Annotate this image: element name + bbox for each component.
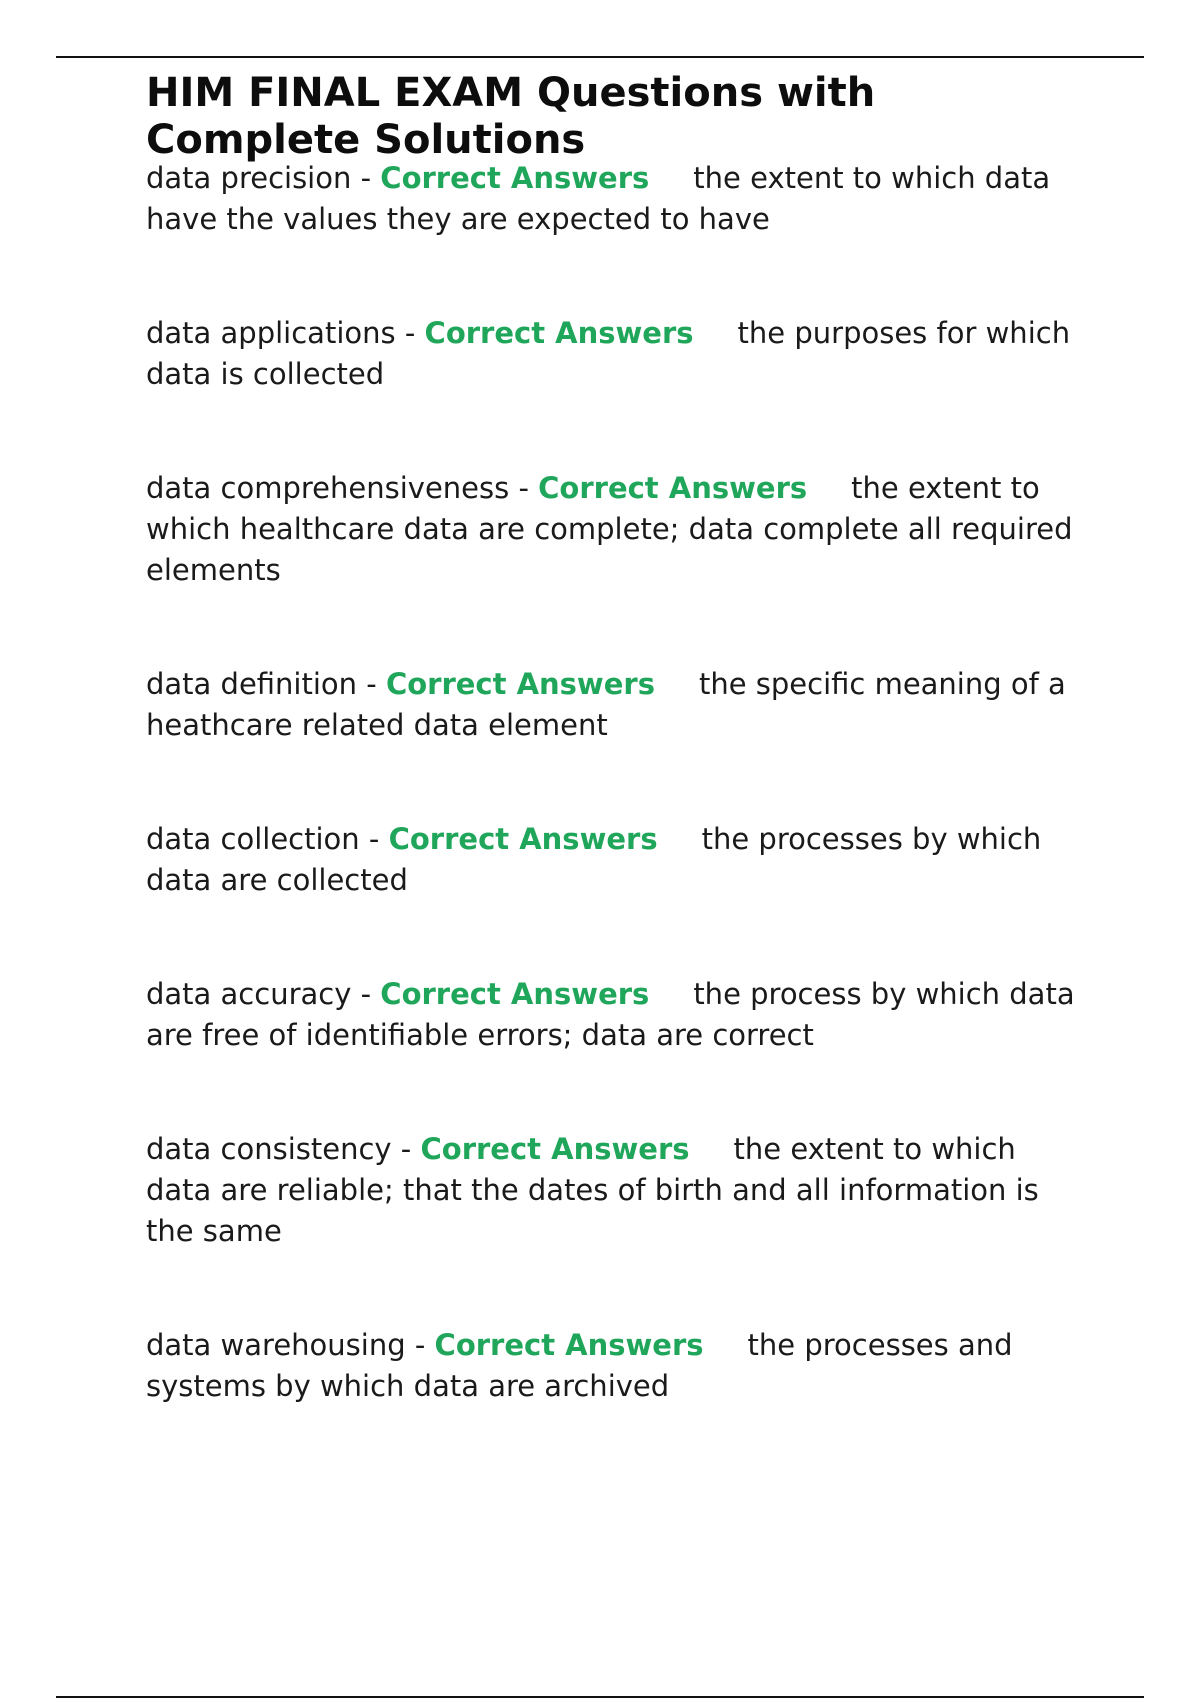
qa-entry (146, 468, 1086, 591)
entry-separator: - (357, 667, 386, 701)
qa-entry (146, 664, 1086, 746)
entry-definition: the extent to which data are reliable; that the dates of birth and all information is the same (146, 1132, 1039, 1248)
qa-entry (146, 1129, 1086, 1252)
entry-term: data warehousing (146, 1328, 406, 1362)
correct-answers-label: Correct Answers (385, 667, 655, 701)
entry-definition: the purposes for which data is collected (146, 316, 1071, 391)
document-body (146, 70, 1086, 1407)
correct-answers-label: Correct Answers (538, 471, 808, 505)
correct-answers-label: Correct Answers (424, 316, 694, 350)
qa-entry (146, 1325, 1086, 1407)
entry-definition: the extent to which data have the values they are expected to have (146, 161, 1051, 236)
entry-term: data applications (146, 316, 396, 350)
correct-answers-label: Correct Answers (388, 822, 658, 856)
entry-definition: the process by which data are free of identifiable errors; data are correct (146, 977, 1075, 1052)
entry-separator: - (405, 1328, 435, 1362)
entry-term: data accuracy (146, 977, 352, 1011)
top-rule (56, 56, 1144, 58)
entry-separator: - (351, 161, 381, 195)
correct-answers-label: Correct Answers (420, 1132, 690, 1166)
entry-separator: - (509, 471, 539, 505)
entry-separator: - (395, 316, 425, 350)
qa-list (146, 158, 1086, 1407)
entry-separator: - (391, 1132, 421, 1166)
qa-entry (146, 158, 1086, 240)
entry-definition: the processes and systems by which data are archived (146, 1328, 1013, 1403)
bottom-rule (56, 1696, 1144, 1698)
qa-entry (146, 313, 1086, 395)
entry-separator: - (351, 977, 381, 1011)
entry-separator: - (359, 822, 389, 856)
entry-term: data comprehensiveness (146, 471, 510, 505)
entry-term: data definition (146, 667, 358, 701)
entry-definition: the specific meaning of a heathcare related data element (146, 667, 1066, 742)
document-title: HIM FINAL EXAM Questions with Complete Solutions (146, 70, 876, 163)
entry-definition: the extent to which healthcare data are complete; data complete all required elements (146, 471, 1073, 587)
correct-answers-label: Correct Answers (380, 161, 650, 195)
entry-term: data consistency (146, 1132, 392, 1166)
qa-entry (146, 974, 1086, 1056)
entry-term: data precision (146, 161, 352, 195)
correct-answers-label: Correct Answers (434, 1328, 704, 1362)
entry-definition: the processes by which data are collected (146, 822, 1042, 897)
qa-entry (146, 819, 1086, 901)
correct-answers-label: Correct Answers (380, 977, 650, 1011)
entry-term: data collection (146, 822, 360, 856)
